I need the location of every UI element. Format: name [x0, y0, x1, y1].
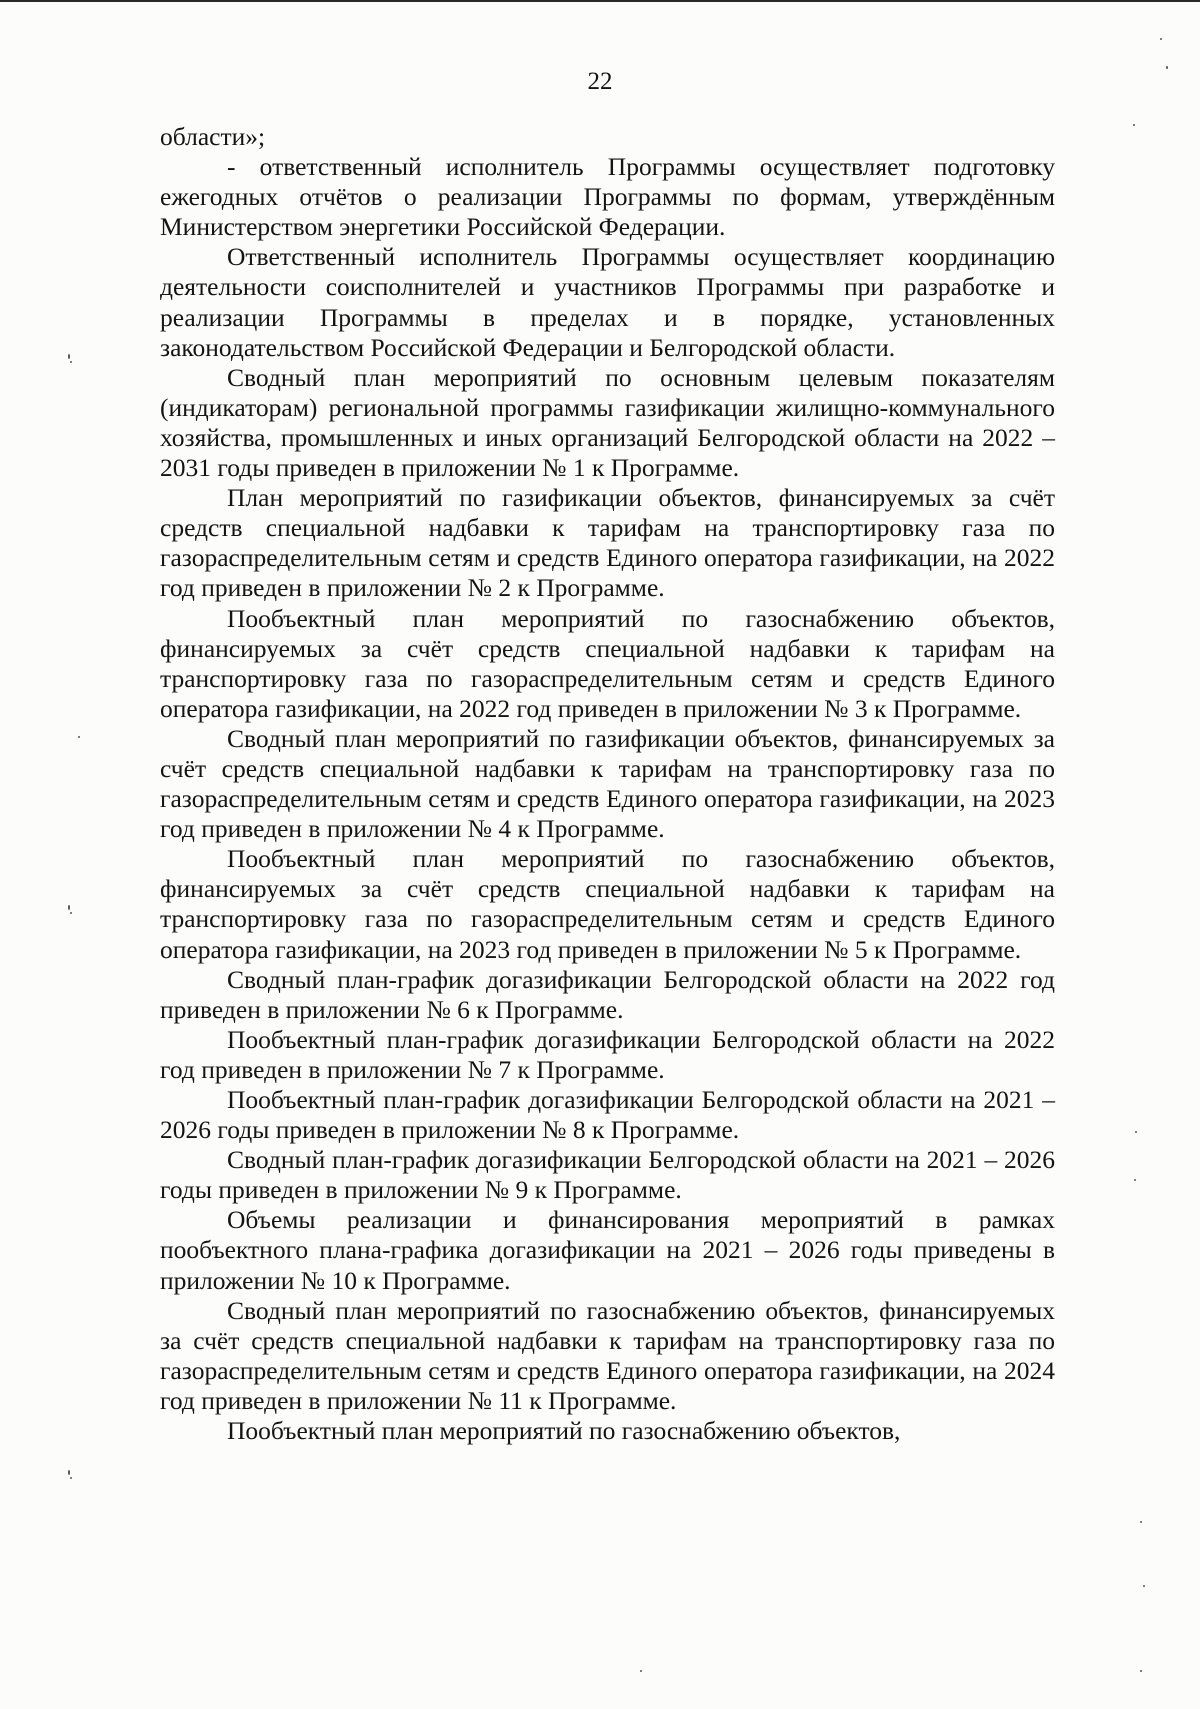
scan-speck [1166, 66, 1168, 69]
scan-speck [1143, 1585, 1145, 1587]
document-body [160, 122, 1055, 1446]
scan-speck [1160, 38, 1162, 40]
scan-speck [1140, 1670, 1142, 1672]
scan-speck [1140, 1521, 1142, 1523]
paragraph: Пообъектный план мероприятий по газоснабжению объектов, [227, 1416, 901, 1446]
paragraph: Сводный план-график догазификации Белгородской области на 2021 – 2026 годы приведен в приложении № 9 к Программе. [160, 1145, 1055, 1205]
paragraph: - ответственный исполнитель Программы осуществляет подготовку ежегодных отчётов о реализации Программы по формам, утверждённым Министерством энергетики Российской Федерации. [160, 152, 1055, 242]
paragraph: Сводный план мероприятий по основным целевым показателям (индикаторам) региональной программы газификации жилищно-коммунального хозяйства, промышленных и иных организаций Белгородской области на 2022 – 2031 годы приведен в приложении № 1 к Программе. [160, 362, 1055, 483]
paragraph: Пообъектный план мероприятий по газоснабжению объектов, финансируемых за счёт средств специальной надбавки к тарифам на транспортировку газа по газораспределительным сетям и средств Единого оператора газификации, на 2023 год приведен в приложении № 5 к Программе. [160, 844, 1055, 964]
scan-speck [640, 1670, 642, 1672]
scan-speck [1135, 1131, 1137, 1133]
paragraph: Пообъектный план мероприятий по газоснабжению объектов, финансируемых за счёт средств специальной надбавки к тарифам на транспортировку газа по газораспределительным сетям и средств Единого оператора газификации, на 2022 год приведен в приложении № 3 к Программе. [160, 603, 1055, 723]
scan-speck [68, 905, 70, 910]
paragraph: Сводный план-график догазификации Белгородской области на 2022 год приведен в приложении № 6 к Программе. [160, 964, 1055, 1024]
paragraph: Сводный план мероприятий по газоснабжению объектов, финансируемых за счёт средств специальной надбавки к тарифам на транспортировку газа по газораспределительным сетям и средств Единого оператора газификации, на 2024 год приведен в приложении № 11 к Программе. [160, 1295, 1055, 1415]
scan-speck [70, 912, 72, 914]
scan-speck [78, 736, 80, 738]
paragraph: Сводный план мероприятий по газификации объектов, финансируемых за счёт средств специальной надбавки к тарифам на транспортировку газа по газораспределительным сетям и средств Единого оператора газификации, на 2023 год приведен в приложении № 4 к Программе. [160, 723, 1055, 844]
scan-speck [68, 354, 70, 359]
page-number: 22 [587, 68, 613, 95]
scan-speck [70, 1477, 72, 1479]
paragraph: Пообъектный план-график догазификации Белгородской области на 2022 год приведен в приложении № 7 к Программе. [160, 1024, 1055, 1084]
paragraph: Объемы реализации и финансирования мероприятий в рамках пообъектного плана-графика догазификации на 2021 – 2026 годы приведены в приложении № 10 к Программе. [160, 1205, 1055, 1295]
scan-speck [1133, 124, 1135, 126]
paragraph: План мероприятий по газификации объектов, финансируемых за счёт средств специальной надбавки к тарифам на транспортировку газа по газораспределительным сетям и средств Единого оператора газификации, на 2022 год приведен в приложении № 2 к Программе. [160, 483, 1055, 603]
paragraph: Пообъектный план-график догазификации Белгородской области на 2021 – 2026 годы приведен в приложении № 8 к Программе. [160, 1085, 1055, 1145]
scan-speck [70, 361, 72, 363]
scan-speck [68, 1470, 70, 1475]
paragraph: Ответственный исполнитель Программы осуществляет координацию деятельности соисполнителей и участников Программы при разработке и реализации Программы в пределах и в порядке, установленных законодательством Российской Федерации и Белгородской области. [160, 242, 1055, 362]
top-border-line [0, 0, 1200, 2]
scan-speck [1134, 1179, 1136, 1181]
paragraph: области»; [160, 122, 266, 151]
